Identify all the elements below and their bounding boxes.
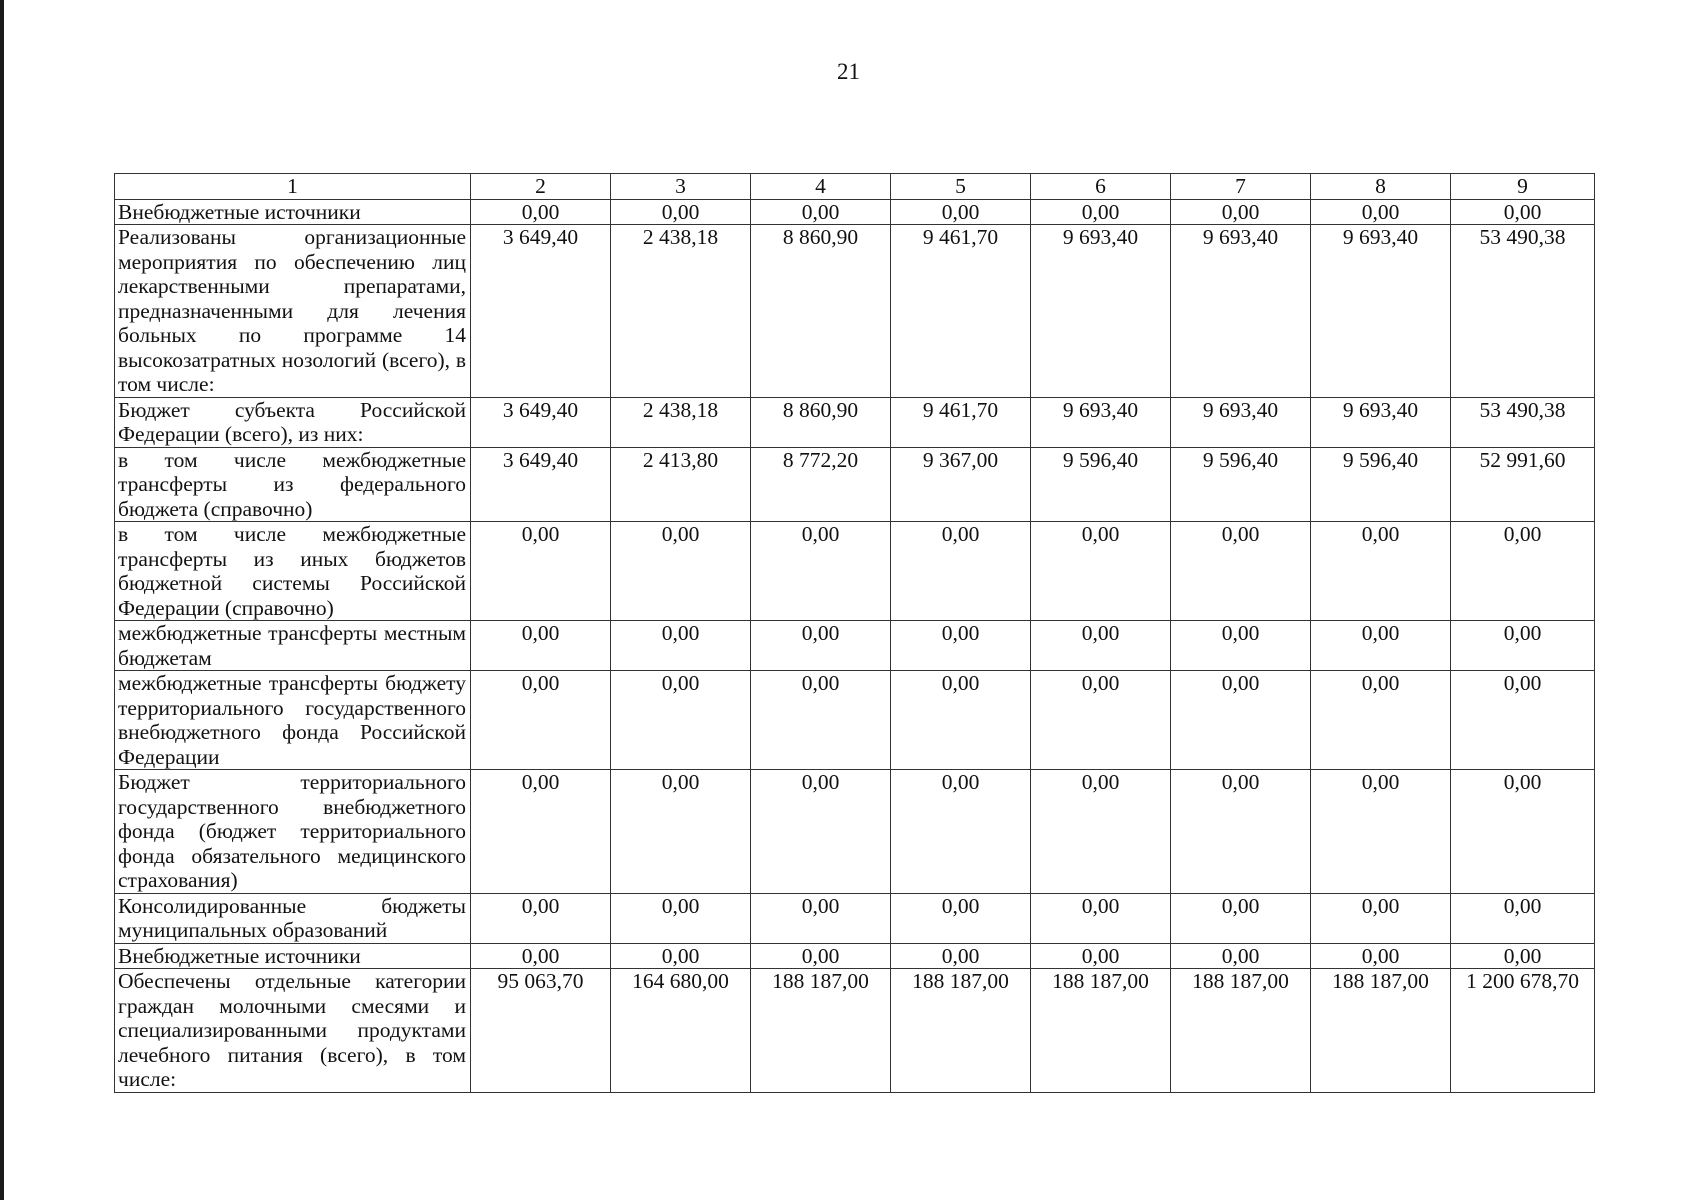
value-cell: 0,00 [751,893,891,943]
value-cell: 0,00 [1031,893,1171,943]
value-cell: 0,00 [1451,199,1595,225]
value-cell: 9 693,40 [1171,397,1311,447]
value-cell: 3 649,40 [471,397,611,447]
value-cell: 53 490,38 [1451,397,1595,447]
value-cell: 164 680,00 [611,969,751,1093]
value-cell: 0,00 [891,199,1031,225]
value-cell: 0,00 [1311,770,1451,894]
value-cell: 9 367,00 [891,447,1031,522]
value-cell: 2 413,80 [611,447,751,522]
budget-table [114,173,1595,1093]
column-header: 2 [471,174,611,200]
column-header: 9 [1451,174,1595,200]
value-cell: 0,00 [891,671,1031,770]
value-cell: 0,00 [1171,522,1311,621]
table-row [115,671,1595,770]
value-cell: 9 596,40 [1031,447,1171,522]
value-cell: 0,00 [891,770,1031,894]
value-cell: 0,00 [471,943,611,969]
value-cell: 8 772,20 [751,447,891,522]
value-cell: 0,00 [891,943,1031,969]
column-header: 1 [115,174,471,200]
value-cell: 0,00 [751,671,891,770]
scan-edge [0,0,4,1200]
value-cell: 2 438,18 [611,397,751,447]
value-cell: 0,00 [1311,893,1451,943]
value-cell: 0,00 [1451,522,1595,621]
column-header: 4 [751,174,891,200]
column-header: 5 [891,174,1031,200]
table-row [115,943,1595,969]
column-header: 3 [611,174,751,200]
value-cell: 8 860,90 [751,225,891,398]
value-cell: 0,00 [1171,621,1311,671]
value-cell: 0,00 [1031,522,1171,621]
table-row [115,199,1595,225]
value-cell: 0,00 [611,621,751,671]
row-label: в том числе межбюджетные трансферты из иных бюджетов бюджетной системы Российской Федерации (справочно) [115,522,471,621]
value-cell: 0,00 [1031,770,1171,894]
value-cell: 0,00 [751,621,891,671]
value-cell: 0,00 [1311,943,1451,969]
value-cell: 0,00 [1311,671,1451,770]
value-cell: 0,00 [1171,199,1311,225]
value-cell: 8 860,90 [751,397,891,447]
table-row [115,893,1595,943]
row-label: Внебюджетные источники [115,199,471,225]
table-row [115,397,1595,447]
value-cell: 0,00 [1311,199,1451,225]
value-cell: 9 693,40 [1031,397,1171,447]
value-cell: 0,00 [751,522,891,621]
row-label: межбюджетные трансферты местным бюджетам [115,621,471,671]
table-row [115,522,1595,621]
value-cell: 0,00 [611,522,751,621]
row-label: в том числе межбюджетные трансферты из федерального бюджета (справочно) [115,447,471,522]
row-label: межбюджетные трансферты бюджету территориального государственного внебюджетного фонда Российской Федерации [115,671,471,770]
value-cell: 0,00 [611,943,751,969]
value-cell: 0,00 [1031,199,1171,225]
header-row [115,174,1595,200]
value-cell: 188 187,00 [1031,969,1171,1093]
value-cell: 0,00 [751,199,891,225]
value-cell: 9 693,40 [1031,225,1171,398]
value-cell: 0,00 [1451,621,1595,671]
value-cell: 0,00 [1171,770,1311,894]
column-header: 6 [1031,174,1171,200]
value-cell: 0,00 [751,770,891,894]
value-cell: 0,00 [471,893,611,943]
value-cell: 53 490,38 [1451,225,1595,398]
row-label: Бюджет территориального государственного внебюджетного фонда (бюджет территориального фонда обязательного медицинского страхования) [115,770,471,894]
value-cell: 188 187,00 [1311,969,1451,1093]
value-cell: 9 596,40 [1311,447,1451,522]
value-cell: 0,00 [611,893,751,943]
value-cell: 0,00 [1031,943,1171,969]
value-cell: 9 693,40 [1171,225,1311,398]
value-cell: 0,00 [471,199,611,225]
value-cell: 9 596,40 [1171,447,1311,522]
value-cell: 188 187,00 [891,969,1031,1093]
value-cell: 0,00 [471,770,611,894]
table-row [115,621,1595,671]
value-cell: 188 187,00 [1171,969,1311,1093]
value-cell: 0,00 [1031,621,1171,671]
value-cell: 9 693,40 [1311,225,1451,398]
value-cell: 0,00 [611,199,751,225]
column-header: 8 [1311,174,1451,200]
value-cell: 0,00 [1451,671,1595,770]
value-cell: 95 063,70 [471,969,611,1093]
row-label: Консолидированные бюджеты муниципальных образований [115,893,471,943]
table-row [115,225,1595,398]
row-label: Реализованы организационные мероприятия по обеспечению лиц лекарственными препаратами, предназначенными для лечения больных по программе 14 высокозатратных нозологий (всего), в том числе: [115,225,471,398]
value-cell: 0,00 [1311,522,1451,621]
value-cell: 0,00 [891,621,1031,671]
column-header: 7 [1171,174,1311,200]
value-cell: 0,00 [891,893,1031,943]
table-row [115,770,1595,894]
value-cell: 0,00 [1031,671,1171,770]
value-cell: 9 461,70 [891,225,1031,398]
row-label: Бюджет субъекта Российской Федерации (всего), из них: [115,397,471,447]
value-cell: 0,00 [1451,893,1595,943]
value-cell: 0,00 [1451,943,1595,969]
table-row [115,969,1595,1093]
value-cell: 52 991,60 [1451,447,1595,522]
value-cell: 0,00 [1171,943,1311,969]
value-cell: 0,00 [611,671,751,770]
value-cell: 9 461,70 [891,397,1031,447]
value-cell: 0,00 [891,522,1031,621]
value-cell: 0,00 [1171,671,1311,770]
value-cell: 0,00 [1171,893,1311,943]
value-cell: 0,00 [471,522,611,621]
value-cell: 9 693,40 [1311,397,1451,447]
table-body [115,174,1595,1093]
value-cell: 0,00 [1311,621,1451,671]
row-label: Внебюджетные источники [115,943,471,969]
row-label: Обеспечены отдельные категории граждан молочными смесями и специализированными продуктами лечебного питания (всего), в том числе: [115,969,471,1093]
value-cell: 0,00 [1451,770,1595,894]
value-cell: 3 649,40 [471,447,611,522]
value-cell: 2 438,18 [611,225,751,398]
value-cell: 188 187,00 [751,969,891,1093]
value-cell: 0,00 [751,943,891,969]
page-number: 21 [837,59,860,84]
value-cell: 0,00 [471,671,611,770]
value-cell: 0,00 [611,770,751,894]
value-cell: 1 200 678,70 [1451,969,1595,1093]
table-row [115,447,1595,522]
value-cell: 0,00 [471,621,611,671]
value-cell: 3 649,40 [471,225,611,398]
